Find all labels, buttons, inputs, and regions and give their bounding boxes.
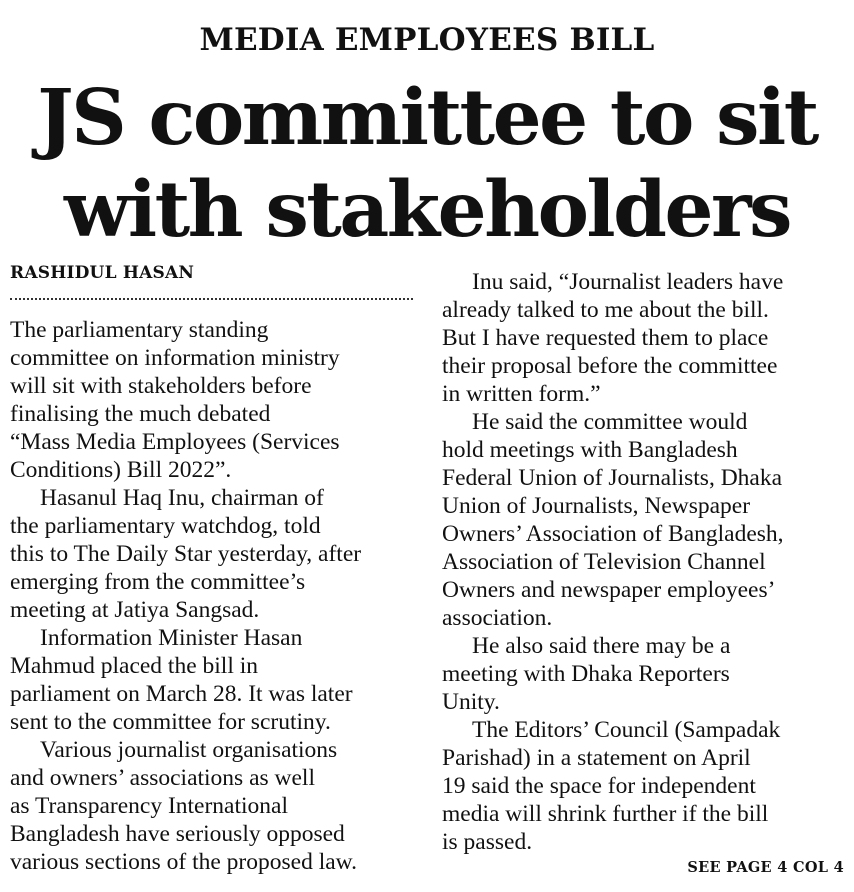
body-line: already talked to me about the bill. [442, 297, 769, 323]
body-line: Mahmud placed the bill in [10, 653, 259, 679]
body-line: The parliamentary standing [10, 317, 269, 343]
body-line: meeting at Jatiya Sangsad. [10, 597, 260, 623]
body-line: media will shrink further if the bill [442, 801, 769, 827]
body-line: hold meetings with Bangladesh [442, 437, 738, 463]
body-line: Hasanul Haq Inu, chairman of [40, 485, 324, 511]
body-line: The Editors’ Council (Sampadak [472, 717, 781, 743]
body-line: Association of Television Channel [442, 549, 766, 575]
body-line: Unity. [442, 689, 500, 715]
body-line: association. [442, 605, 553, 631]
body-line: Parishad) in a statement on April [442, 745, 751, 771]
body-column-left [10, 316, 420, 876]
article-kicker: MEDIA EMPLOYEES BILL [199, 22, 655, 58]
body-column-right [442, 268, 852, 856]
body-line: this to The Daily Star yesterday, after [10, 541, 362, 567]
body-line: 19 said the space for independent [442, 773, 756, 799]
body-line: Conditions) Bill 2022”. [10, 457, 232, 483]
body-line: parliament on March 28. It was later [10, 681, 353, 707]
body-line: the parliamentary watchdog, told [10, 513, 321, 539]
body-line: Union of Journalists, Newspaper [442, 493, 751, 519]
byline-divider [10, 298, 413, 300]
body-line: But I have requested them to place [442, 325, 769, 351]
body-line: emerging from the committee’s [10, 569, 306, 595]
article-headline [0, 72, 854, 256]
body-line: Information Minister Hasan [40, 625, 303, 651]
body-line: Owners’ Association of Bangladesh, [442, 521, 784, 547]
body-line: Various journalist organisations [40, 737, 338, 763]
body-line: meeting with Dhaka Reporters [442, 661, 730, 687]
body-line: He also said there may be a [472, 633, 731, 659]
body-line: Owners and newspaper employees’ [442, 577, 776, 603]
body-line: their proposal before the committee [442, 353, 778, 379]
body-line: committee on information ministry [10, 345, 340, 371]
body-line: sent to the committee for scrutiny. [10, 709, 331, 735]
body-line: various sections of the proposed law. [10, 849, 357, 875]
body-line: in written form.” [442, 381, 601, 407]
body-line: Federal Union of Journalists, Dhaka [442, 465, 783, 491]
body-line: “Mass Media Employees (Services [10, 429, 340, 455]
byline: RASHIDUL HASAN [10, 263, 195, 283]
body-line: and owners’ associations as well [10, 765, 315, 791]
body-line: He said the committee would [472, 409, 748, 435]
continuation-jump-line: SEE PAGE 4 COL 4 [687, 859, 844, 876]
body-line: finalising the much debated [10, 401, 271, 427]
body-line: Bangladesh have seriously opposed [10, 821, 345, 847]
headline-line: with stakeholders [64, 165, 790, 255]
body-line: as Transparency International [10, 793, 289, 819]
body-line: is passed. [442, 829, 533, 855]
body-line: Inu said, “Journalist leaders have [472, 269, 784, 295]
headline-line: JS committee to sit [37, 73, 817, 163]
body-line: will sit with stakeholders before [10, 373, 312, 399]
